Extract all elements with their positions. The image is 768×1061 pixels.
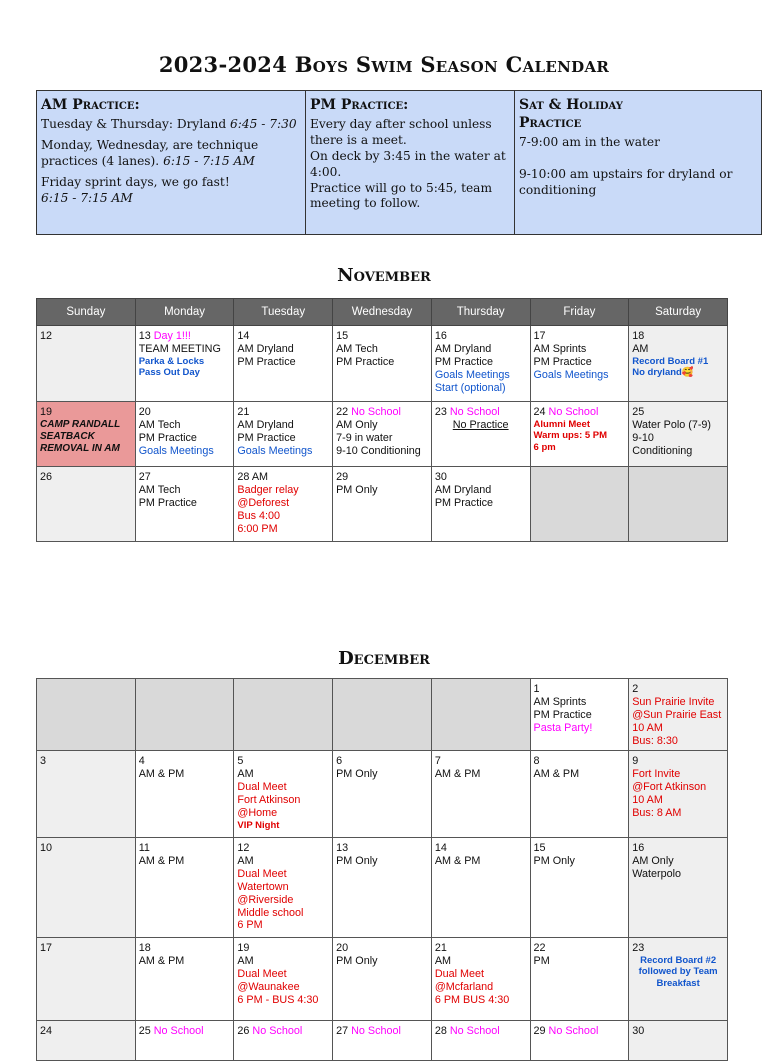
day-note: AM	[249, 471, 269, 483]
day-cell-nov-20	[135, 402, 234, 467]
event-line: Badger relay	[237, 483, 299, 496]
event-line: PM Practice	[533, 355, 592, 368]
day-number: 12	[237, 841, 250, 854]
event-line: @Waunakee	[237, 980, 300, 993]
day-cell-nov-19	[37, 402, 136, 467]
day-cell-nov-17	[530, 326, 629, 402]
day-number: 24	[40, 1024, 53, 1037]
day-cell-nov-14	[234, 326, 333, 402]
practice-info-table	[36, 90, 762, 235]
day-number: 18	[632, 330, 645, 342]
november-title: November	[337, 265, 431, 286]
event-line: AM Only	[336, 418, 378, 431]
day-cell-empty	[431, 679, 530, 751]
event-line: AM & PM	[434, 767, 481, 780]
day-cell-dec-10	[37, 837, 136, 937]
day-cell-nov-15	[333, 326, 432, 402]
event-line: AM Dryland	[237, 418, 294, 431]
day-cell-dec-24	[37, 1020, 136, 1060]
event-line: Conditioning	[632, 444, 693, 457]
event-line: Dual Meet	[237, 967, 287, 980]
week-row	[37, 467, 728, 542]
am-practice-heading: AM Practice:	[41, 97, 140, 113]
day-note: No School	[348, 406, 401, 418]
event-line: AM Dryland	[434, 342, 492, 355]
day-number: 21	[237, 406, 250, 418]
event-line: Goals Meetings	[533, 368, 609, 381]
am-line-3: Friday sprint days, we go fast! 6:15 - 7:15 AM	[41, 174, 230, 205]
event-line: @Home	[237, 806, 278, 819]
day-number: 3	[40, 754, 47, 767]
event-line: @Mcfarland	[434, 980, 494, 993]
day-cell-dec-19	[234, 937, 333, 1020]
day-cell-nov-28	[234, 467, 333, 542]
event-line: AM Sprints	[533, 342, 587, 355]
event-line: 9-10 Conditioning	[336, 444, 421, 457]
day-number: 25 No School	[138, 1024, 204, 1037]
event-line: Water Polo (7-9)	[632, 418, 712, 431]
am-practice-cell	[37, 91, 306, 235]
day-number: 21	[434, 941, 447, 954]
week-row	[37, 937, 728, 1020]
event-line: AM Tech	[138, 483, 181, 496]
day-cell-dec-8	[530, 750, 629, 837]
day-cell-dec-17	[37, 937, 136, 1020]
week-row	[37, 837, 728, 937]
event-line: AM Sprints	[533, 695, 587, 708]
event-line: Goals Meetings	[138, 444, 214, 457]
weekday-header-wednesday: Wednesday	[333, 299, 432, 326]
day-cell-empty	[333, 679, 432, 751]
weekday-header-friday: Friday	[530, 299, 629, 326]
day-number: 24 No School	[533, 406, 599, 418]
day-cell-nov-30	[431, 467, 530, 542]
day-cell-empty	[629, 467, 728, 542]
event-line: Parka & Locks	[138, 355, 205, 367]
event-line: PM Only	[336, 854, 378, 867]
day-number: 19	[40, 406, 53, 418]
day-cell-nov-27	[135, 467, 234, 542]
day-cell-nov-12	[37, 326, 136, 402]
day-cell-nov-21	[234, 402, 333, 467]
day-cell-dec-11	[135, 837, 234, 937]
event-line: 6 PM	[237, 919, 263, 932]
day-number: 12	[40, 330, 53, 342]
event-line: VIP Night	[237, 819, 280, 831]
event-line: Waterpolo	[632, 867, 682, 880]
day-number: 5	[237, 754, 244, 767]
event-line: PM Only	[336, 483, 378, 496]
event-line: AM Tech	[138, 418, 181, 431]
day-cell-nov-16	[431, 326, 530, 402]
day-cell-nov-22	[333, 402, 432, 467]
event-line: Fort Invite	[632, 767, 681, 780]
event-line: @Deforest	[237, 496, 290, 509]
event-line: 6 PM - BUS 4:30	[237, 993, 319, 1006]
week-row	[37, 750, 728, 837]
event-line: AM	[237, 954, 254, 967]
day-cell-dec-1	[530, 679, 629, 751]
page-title: 2023-2024 Boys Swim Season Calendar	[158, 52, 610, 77]
day-cell-nov-23	[431, 402, 530, 467]
event-line: 9-10	[632, 431, 654, 444]
event-line: Alumni Meet	[533, 418, 590, 430]
event-line: @Sun Prairie East	[632, 708, 722, 721]
event-line: PM Practice	[237, 431, 296, 444]
am-line-2: Monday, Wednesday, are technique practices (4 lanes). 6:15 - 7:15 AM	[41, 138, 259, 168]
day-cell-dec-2	[629, 679, 728, 751]
sat-practice-cell	[515, 91, 762, 235]
december-calendar	[36, 678, 728, 1061]
event-line: AM Tech	[336, 342, 378, 355]
day-cell-dec-28	[431, 1020, 530, 1060]
day-cell-empty	[135, 679, 234, 751]
day-cell-dec-6	[333, 750, 432, 837]
day-number: 13	[336, 841, 349, 854]
day-number: 25	[632, 406, 645, 418]
event-line: Goals Meetings	[237, 444, 313, 457]
sat-line-1: 7-9:00 am in the water	[519, 135, 660, 150]
day-cell-dec-3	[37, 750, 136, 837]
day-number: 16	[632, 841, 645, 854]
day-number: 11	[138, 841, 150, 854]
day-number: 7	[434, 754, 441, 767]
event-line: Pass Out Day	[138, 367, 200, 379]
event-line: AM & PM	[138, 954, 185, 967]
day-cell-dec-22	[530, 937, 629, 1020]
day-number: 28 AM	[237, 471, 269, 483]
day-cell-empty	[530, 467, 629, 542]
day-number: 29	[336, 471, 349, 483]
day-number: 14	[434, 841, 447, 854]
event-line: 10 AM	[632, 721, 663, 734]
day-number: 13 Day 1!!!	[138, 330, 191, 342]
event-line: PM Practice	[336, 355, 395, 368]
event-line: 6:00 PM	[237, 522, 278, 535]
day-number: 2	[632, 683, 639, 695]
event-line: Record Board #1	[632, 355, 709, 367]
weekday-header-monday: Monday	[135, 299, 234, 326]
day-note: No School	[545, 406, 599, 418]
day-cell-dec-30	[629, 1020, 728, 1060]
event-line: AM	[237, 854, 254, 867]
day-note: No School	[446, 1024, 500, 1037]
pm-practice-cell	[306, 91, 515, 235]
day-cell-dec-16	[629, 837, 728, 937]
event-line: PM	[533, 954, 550, 967]
day-cell-dec-26	[234, 1020, 333, 1060]
day-cell-dec-13	[333, 837, 432, 937]
weekday-header-thursday: Thursday	[431, 299, 530, 326]
pm-practice-heading: PM Practice:	[310, 97, 409, 113]
event-line: PM Practice	[434, 496, 494, 509]
event-line: PM Only	[336, 954, 378, 967]
event-line: 10 AM	[632, 793, 663, 806]
event-line: Pasta Party!	[533, 721, 593, 734]
day-cell-nov-26	[37, 467, 136, 542]
day-note: No School	[249, 1024, 303, 1037]
day-cell-dec-27	[333, 1020, 432, 1060]
day-cell-dec-18	[135, 937, 234, 1020]
day-number: 9	[632, 754, 639, 767]
event-line: @Fort Atkinson	[632, 780, 707, 793]
event-line: AM Dryland	[434, 483, 492, 496]
day-cell-nov-25	[629, 402, 728, 467]
event-line: TEAM MEETING	[138, 342, 221, 355]
event-line: AM	[434, 954, 452, 967]
event-line: CAMP RANDALL SEATBACK REMOVAL IN AM	[40, 418, 120, 454]
event-line: Dual Meet	[434, 967, 485, 980]
day-number: 15	[533, 841, 546, 854]
day-cell-dec-14	[431, 837, 530, 937]
event-line: AM Only	[632, 854, 674, 867]
day-number: 29 No School	[533, 1024, 599, 1037]
event-line: @Riverside	[237, 893, 294, 906]
weekday-header-sunday: Sunday	[37, 299, 136, 326]
event-line: Sun Prairie Invite	[632, 695, 715, 708]
day-number: 23	[632, 941, 645, 954]
event-line: followed by Team	[638, 966, 718, 978]
day-cell-nov-18	[629, 326, 728, 402]
event-line: Middle school	[237, 906, 304, 919]
event-line: AM & PM	[533, 767, 580, 780]
event-line: PM Practice	[237, 355, 296, 368]
event-line: Watertown	[237, 880, 289, 893]
day-cell-nov-29	[333, 467, 432, 542]
event-line: Goals Meetings	[434, 368, 510, 381]
event-line: No Practice	[452, 418, 509, 431]
december-title: December	[338, 648, 430, 669]
event-line: PM Only	[336, 767, 378, 780]
day-number: 10	[40, 841, 53, 854]
day-cell-dec-25	[135, 1020, 234, 1060]
sat-practice-heading: Sat & Holiday Practice	[519, 97, 623, 132]
day-number: 19	[237, 941, 250, 954]
day-number: 17	[40, 941, 53, 954]
event-line: PM Practice	[533, 708, 592, 721]
pm-line-3: Practice will go to 5:45, team meeting to follow.	[310, 180, 492, 211]
event-line: Fort Atkinson	[237, 793, 301, 806]
event-line: Record Board #2	[640, 954, 717, 966]
day-cell-empty	[234, 679, 333, 751]
day-number: 20	[336, 941, 349, 954]
event-line: Start (optional)	[434, 381, 506, 394]
day-number: 4	[138, 754, 145, 767]
event-line: Bus: 8:30	[632, 734, 678, 747]
event-line: PM Only	[533, 854, 575, 867]
event-line: Warm ups: 5 PM	[533, 430, 608, 442]
event-line: PM Practice	[138, 496, 197, 509]
day-number: 22 No School	[336, 406, 401, 418]
day-cell-dec-9	[629, 750, 728, 837]
day-cell-empty	[37, 679, 136, 751]
day-note: No School	[348, 1024, 401, 1037]
weekday-header-saturday: Saturday	[629, 299, 728, 326]
weekday-header-tuesday: Tuesday	[234, 299, 333, 326]
day-cell-dec-23	[629, 937, 728, 1020]
day-number: 6	[336, 754, 343, 767]
pm-line-1: Every day after school unless there is a meet.	[310, 117, 492, 148]
day-number: 26 No School	[237, 1024, 303, 1037]
day-cell-nov-24	[530, 402, 629, 467]
sat-line-2: 9-10:00 am upstairs for dryland or conditioning	[519, 167, 733, 198]
day-cell-dec-12	[234, 837, 333, 937]
day-number: 1	[533, 683, 540, 695]
day-number: 18	[138, 941, 151, 954]
day-number: 15	[336, 330, 349, 342]
day-note: No School	[545, 1024, 599, 1037]
day-number: 27 No School	[336, 1024, 401, 1037]
week-row	[37, 402, 728, 467]
day-cell-dec-4	[135, 750, 234, 837]
day-number: 20	[138, 406, 151, 418]
day-number: 22	[533, 941, 546, 954]
pm-line-2: On deck by 3:45 in the water at 4:00.	[310, 148, 506, 179]
am-line-1: Tuesday & Thursday: Dryland 6:45 - 7:30	[41, 117, 297, 132]
day-number: 8	[533, 754, 540, 767]
day-number: 14	[237, 330, 250, 342]
week-row	[37, 1020, 728, 1060]
event-line: Dual Meet	[237, 780, 287, 793]
event-line: 7-9 in water	[336, 431, 393, 444]
event-line: 6 pm	[533, 441, 556, 453]
event-line: AM & PM	[138, 854, 185, 867]
november-calendar	[36, 298, 728, 542]
day-cell-dec-5	[234, 750, 333, 837]
event-line: AM	[237, 767, 254, 780]
day-cell-nov-13	[135, 326, 234, 402]
event-line: 6 PM BUS 4:30	[434, 993, 510, 1006]
day-number: 23 No School	[434, 406, 500, 418]
event-line: PM Practice	[138, 431, 197, 444]
event-line: Bus 4:00	[237, 509, 281, 522]
day-number: 28 No School	[434, 1024, 500, 1037]
day-cell-dec-15	[530, 837, 629, 937]
day-number: 27	[138, 471, 151, 483]
event-line: AM & PM	[138, 767, 185, 780]
day-note: No School	[446, 406, 500, 418]
day-number: 26	[40, 471, 53, 483]
day-cell-dec-7	[431, 750, 530, 837]
event-line: Breakfast	[656, 977, 700, 989]
event-line: Dual Meet	[237, 867, 287, 880]
day-number: 16	[434, 330, 447, 342]
event-line: PM Practice	[434, 355, 494, 368]
day-number: 17	[533, 330, 546, 342]
day-cell-dec-29	[530, 1020, 629, 1060]
event-line: AM & PM	[434, 854, 481, 867]
event-line: Bus: 8 AM	[632, 806, 682, 819]
week-row	[37, 326, 728, 402]
event-line: AM	[632, 342, 649, 355]
event-line: AM Dryland	[237, 342, 294, 355]
week-row	[37, 679, 728, 751]
day-number: 30	[434, 471, 447, 483]
day-number: 30	[632, 1024, 645, 1037]
day-cell-dec-21	[431, 937, 530, 1020]
day-note: Day 1!!!	[150, 330, 191, 342]
day-cell-dec-20	[333, 937, 432, 1020]
event-line: No dryland🥰	[632, 367, 694, 379]
day-note: No School	[150, 1024, 204, 1037]
